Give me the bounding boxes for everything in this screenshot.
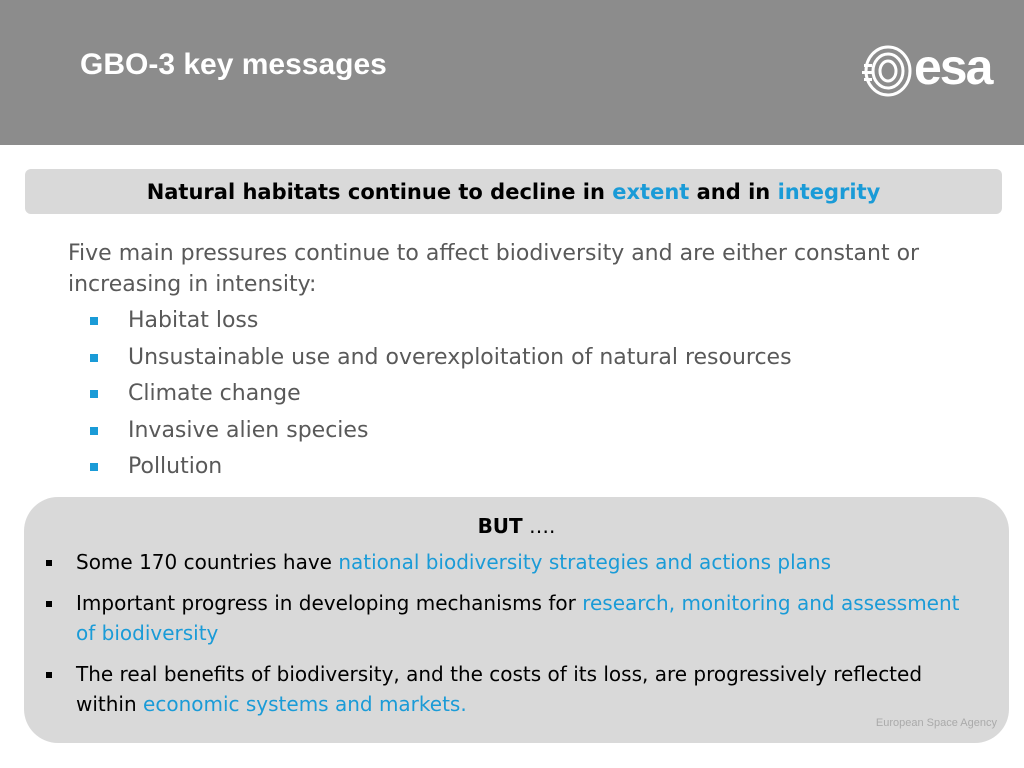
- bullet-icon: [90, 390, 98, 398]
- pressure-label: Habitat loss: [128, 308, 259, 333]
- point-highlight: economic systems and markets.: [143, 692, 467, 716]
- progress-list: [76, 547, 976, 719]
- but-bold: BUT: [477, 514, 523, 538]
- but-ellipsis: ….: [522, 514, 556, 538]
- bullet-icon: [90, 354, 98, 362]
- header-bar: [0, 0, 1024, 145]
- bullet-icon: [46, 672, 52, 678]
- banner-text-part2: and in: [689, 180, 778, 204]
- but-box: [24, 497, 1009, 743]
- but-heading: [24, 514, 1009, 538]
- pressure-label: Climate change: [128, 381, 301, 406]
- list-item: [76, 588, 976, 648]
- bullet-icon: [90, 463, 98, 471]
- point-highlight: research, monitoring and assessment of biodiversity: [76, 591, 960, 645]
- point-text: Important progress in developing mechanisms for: [76, 591, 583, 615]
- point-text: The real benefits of biodiversity, and the costs of its loss, are progressively reflected within: [76, 662, 923, 716]
- bullet-icon: [46, 601, 52, 607]
- pressure-label: Invasive alien species: [128, 417, 369, 443]
- intro-paragraph: Five main pressures continue to affect biodiversity and are either constant or increasing in intensity:: [68, 241, 920, 297]
- bullet-icon: [46, 560, 52, 566]
- esa-logo: [862, 39, 1002, 100]
- list-item: [76, 659, 976, 719]
- pressures-list: [88, 303, 792, 486]
- list-item: [88, 413, 792, 450]
- list-item: [88, 449, 792, 486]
- logo-text: esa: [914, 39, 992, 95]
- esa-logo-swirl-icon: [862, 44, 914, 98]
- banner-highlight-extent: extent: [612, 180, 690, 204]
- watermark: European Space Agency: [875, 717, 997, 729]
- pressure-label: Unsustainable use and overexploitation of natural resources: [128, 344, 792, 370]
- list-item: [76, 547, 976, 577]
- list-item: [88, 303, 792, 340]
- bullet-icon: [90, 427, 98, 435]
- list-item: [88, 376, 792, 413]
- bullet-icon: [90, 317, 98, 325]
- page-title: GBO-3 key messages: [80, 48, 387, 81]
- key-message-banner: [25, 169, 1002, 214]
- point-text: Some 170 countries have: [76, 550, 339, 574]
- list-item: [88, 340, 792, 377]
- banner-highlight-integrity: integrity: [777, 180, 881, 204]
- banner-text-part1: Natural habitats continue to decline in: [146, 180, 613, 204]
- pressure-label: Pollution: [128, 454, 223, 479]
- point-highlight: national biodiversity strategies and actions plans: [338, 550, 832, 574]
